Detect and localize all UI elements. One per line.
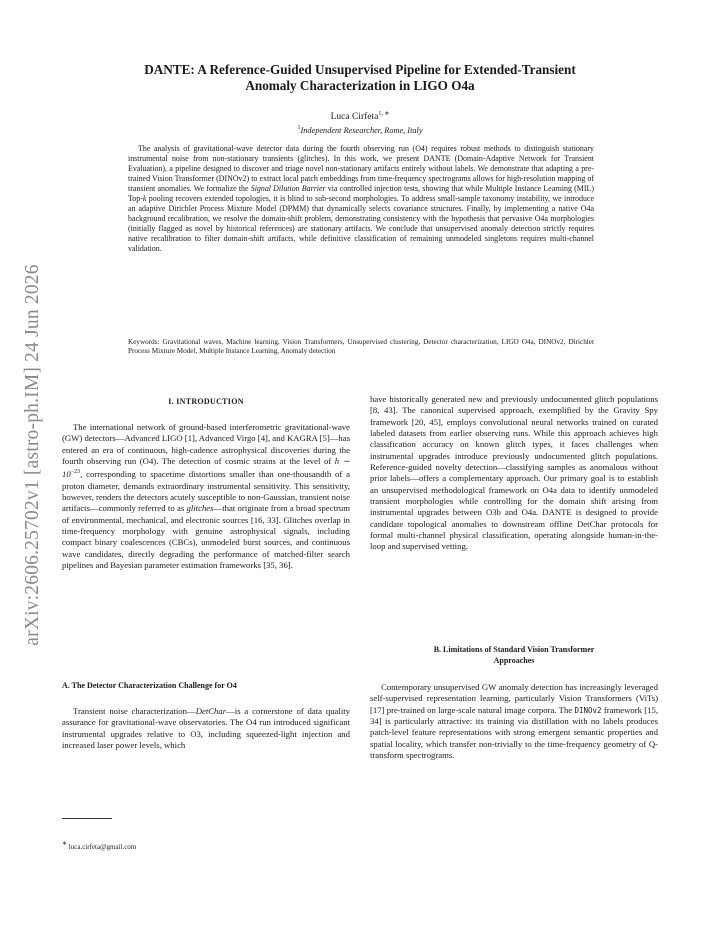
affiliation-text: Independent Researcher, Rome, Italy — [300, 126, 423, 135]
footnote-rule — [62, 818, 112, 819]
author-line — [80, 110, 640, 122]
intro-paragraph — [62, 422, 350, 571]
intro-text-3: —that originate from a broad spectrum of environmental, mechanical, and electronic sources [16, 33]. Glitches overlap in time-frequency morphology with genuine astrophysical signals, including compact binary coalescences (CBCs), unmodeled burst sources, and continuous wave candidates, directly degrading the performance of matched-filter search pipelines and Bayesian parameter estimation frameworks [35, 36]. — [62, 503, 350, 571]
abstract-text-2: via controlled injection tests, showing that while Multiple Instance Learning (MIL) Top- — [128, 184, 594, 204]
paper-title — [80, 62, 640, 94]
abstract-emphasis-1: Signal Dilution Barrier — [250, 184, 326, 194]
intro-text-2: , corresponding to spacetime distortions smaller than one-thousandth of a proton diameter, demands extraordinary instrumental sensitivity. This sensitivity, however, renders the detectors acutely susceptible to non-Gaussian, transient noise artifacts—commonly referred to as — [62, 469, 350, 514]
subsection-b-text-1: Contemporary unsupervised GW anomaly detection has increasingly leveraged self-supervised representation learning, particularly Vision Transformers (ViTs) [17] pre-trained on large-scale natural image corpora. The — [370, 682, 658, 715]
subsection-b-heading-line-2: Approaches — [493, 655, 535, 665]
intro-math-exponent: −23 — [70, 469, 81, 476]
subsection-a-heading: A. The Detector Characterization Challenge for O4 — [62, 681, 237, 690]
title-line-1: DANTE: A Reference-Guided Unsupervised Pipeline for Extended-Transient — [144, 62, 576, 77]
footnote-mark: ∗ — [62, 841, 68, 847]
author-name: Luca Cirfeta — [330, 112, 379, 122]
intro-emphasis: glitches — [186, 503, 214, 514]
subsection-b-heading-line-1: B. Limitations of Standard Vision Transformer — [433, 645, 595, 654]
arxiv-id: arXiv:2606.25702v1 [astro-ph.IM] 24 Jun 2026 — [22, 264, 43, 646]
author-marks: 1, ∗ — [378, 111, 390, 117]
footnote — [62, 840, 136, 851]
subsection-b-paragraph — [370, 682, 658, 761]
subsection-a-paragraph — [62, 706, 350, 751]
abstract-text-1: The analysis of gravitational-wave detector data during the fourth observing run (O4) requires robust methods to distinguish stationary instrumental noise from non-stationary transients (glitches). In this work, we present DANTE (Domain-Adaptive Network for Transient Evaluation), a pipeline designed to discover and triage novel non-stationary artifacts entirely without labels. We demonstrate that adapting a pre-trained Vision Transformer (DINOv2) to extract local patch embeddings from time-frequency spectrograms allows for high-resolution mapping of transient anomalies. We formalize the — [128, 144, 594, 194]
footnote-email: luca.cirfeta@gmail.com — [68, 843, 137, 851]
abstract — [128, 144, 594, 255]
keywords: Keywords: Gravitational waves, Machine learning, Vision Transformers, Unsupervised clustering, Detector characterization, LIGO O4a, DINOv2, Dirichlet Process Mixture Model, Multiple Instance Learning, Anomaly detection — [128, 338, 594, 356]
abstract-emphasis-2: k — [142, 194, 147, 204]
subsection-a-text-2: —is a cornerstone of data quality assurance for gravitational-wave observatories. The O4 run introduced significant instrumental upgrades relative to O3, including squeezed-light injection and increased laser power levels, which — [62, 706, 350, 751]
intro-heading: I. INTRODUCTION — [168, 397, 244, 406]
subsection-a-emphasis: DetChar — [195, 706, 227, 716]
subsection-b-heading — [370, 645, 658, 666]
right-column-text: have historically generated new and previously undocumented glitch populations [8, 43]. The canonical supervised approach, exemplified by the Gravity Spy framework [20, 45], employs convolutional neural networks trained on curated labeled datasets from earlier observing runs. While this approach achieves high classification accuracy on known glitch types, it faces challenges when instrumental upgrades introduce previously undocumented glitch populations. Reference-guided novelty detection—classifying samples as anomalous without prior labels—offers a complementary approach. Our primary goal is to establish an unsupervised methodological framework on O4a data to identify unmodeled transient morphologies while controlling for the domain shift arising from instrumental upgrades between O3b and O4a. DANTE is designed to provide candidate topological anomalies to downstream offline DetChar protocols for formal multi-channel physical classification, operating alongside human-in-the-loop and supervised vetting. — [370, 394, 658, 552]
subsection-a-text-1: Transient noise characterization— — [73, 706, 196, 716]
title-line-2: Anomaly Characterization in LIGO O4a — [245, 78, 475, 93]
affiliation-mark: 1 — [297, 125, 301, 131]
affiliation-line — [80, 125, 640, 135]
abstract-text-3: pooling recovers extended topologies, it is blind to sub-second morphologies. To address small-sample taxonomy instability, we introduce an adaptive Dirichlet Process Mixture Model (DPMM) that dynamically selects covariance structures. Finally, by implementing a native O4a background recalibration, we resolve the domain-shift problem, demonstrating consistency with the hypothesis that pervasive O4a morphologies (initially flagged as novel by historical references) are stationary artifacts. We conclude that unsupervised anomaly detection strictly requires native recalibration to filter domain-shift artifacts, while definitive classification of remaining unmodeled singletons requires multi-channel validation. — [128, 194, 594, 254]
arxiv-identifier-stamp — [18, 220, 48, 690]
subsection-b-code: DINOv2 — [574, 705, 602, 715]
intro-math: h ∼ 10 — [62, 456, 350, 480]
subsection-b-text-2: framework [15, 34] is particularly attractive: its training via distillation with no labels produces patch-level feature representations with strong emergent semantic properties and spatial locality, which transfer non-trivially to the time-frequency geometry of Q-transform spectrograms. — [370, 704, 658, 761]
intro-text-1: The international network of ground-based interferometric gravitational-wave (GW) detectors—Advanced LIGO [1], Advanced Virgo [4], and KAGRA [5]—has entered an era of continuous, high-cadence astrophysical discoveries during the fourth observing run (O4). The detection of cosmic strains at the level of — [62, 422, 350, 467]
right-column-paragraph — [370, 394, 658, 553]
